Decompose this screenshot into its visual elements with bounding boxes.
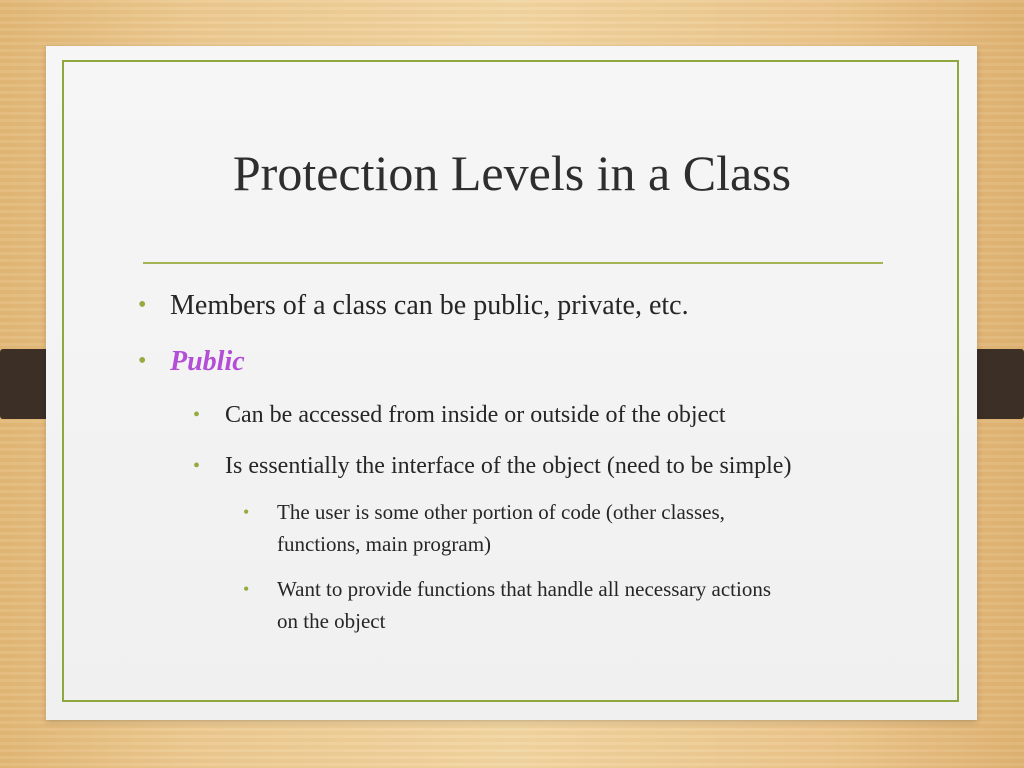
sub-bullet-item-interface: [193, 453, 791, 480]
sub-bullet-text: Can be accessed from inside or outside of the object: [225, 402, 726, 428]
sub-bullet-text: Is essentially the interface of the object (need to be simple): [225, 453, 792, 479]
bullet-icon: •: [243, 502, 250, 522]
bullet-text: Members of a class can be public, private, etc.: [170, 290, 689, 321]
bullet-icon: •: [193, 455, 201, 477]
bullet-icon: •: [193, 404, 201, 426]
sub-sub-bullet-line: Want to provide functions that handle all necessary actions: [277, 577, 771, 601]
slide-title: Protection Levels in a Class: [232, 145, 792, 201]
sub-sub-bullet-line: The user is some other portion of code (other classes,: [277, 500, 725, 524]
sub-sub-bullet-item-functions: [243, 573, 853, 637]
bullet-icon: •: [243, 579, 250, 599]
bullet-item-members: [140, 290, 689, 322]
sub-sub-bullet-line: on the object: [277, 609, 386, 633]
sub-sub-bullet-line: functions, main program): [277, 532, 492, 556]
title-divider: [143, 262, 883, 264]
bullet-item-public: [140, 346, 245, 378]
sub-sub-bullet-text: [277, 496, 725, 560]
sub-sub-bullet-item-user: [243, 496, 853, 560]
sub-bullet-item-access: [193, 402, 726, 429]
sub-sub-bullet-text: [277, 573, 771, 637]
bullet-icon: •: [138, 292, 147, 318]
bullet-icon: •: [138, 348, 147, 374]
public-label: Public: [170, 346, 245, 377]
